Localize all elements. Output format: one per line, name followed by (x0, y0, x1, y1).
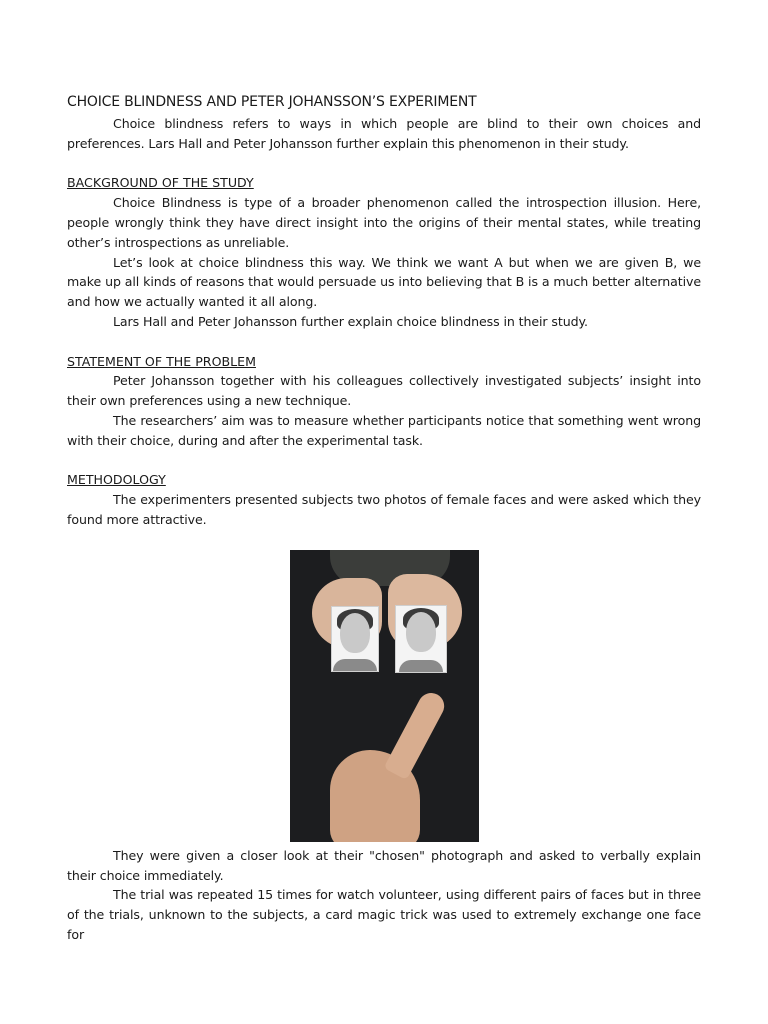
section-heading-background: BACKGROUND OF THE STUDY (67, 175, 254, 191)
experiment-photo (290, 550, 479, 842)
section-heading-methodology: METHODOLOGY (67, 472, 166, 488)
background-paragraph-3: Lars Hall and Peter Johansson further explain choice blindness in their study. (113, 313, 588, 329)
problem-paragraph-2: The researchers’ aim was to measure whether participants notice that something went wrong with their choice, during and after the experimental task. (67, 412, 701, 448)
section-heading-problem: STATEMENT OF THE PROBLEM (67, 353, 256, 369)
problem-paragraph-1: Peter Johansson together with his colleagues collectively investigated subjects’ insight into their own preferences using a new technique. (67, 373, 701, 409)
document-page (67, 92, 701, 945)
background-paragraph-2: Let’s look at choice blindness this way. We think we want A but when we are given B, we make up all kinds of reasons that would persuade us into believing that B is a much better alternative and how we actually wanted it all along. (67, 254, 701, 310)
methodology-paragraph-3: The trial was repeated 15 times for watch volunteer, using different pairs of faces but in three of the trials, unknown to the subjects, a card magic trick was used to extremely exchange one face for (67, 887, 701, 942)
face-icon (406, 612, 436, 652)
face-icon (340, 613, 370, 653)
document-title: CHOICE BLINDNESS AND PETER JOHANSSON’S EXPERIMENT (67, 94, 477, 110)
face-photo-left (331, 606, 379, 672)
face-photo-right (395, 605, 447, 673)
pointing-finger (384, 688, 449, 780)
background-paragraph-1: Choice Blindness is type of a broader phenomenon called the introspection illusion. Here, people wrongly think they have direct insight into the origins of their mental states, while treating other’s introspections as unreliable. (67, 195, 701, 250)
methodology-paragraph-2: They were given a closer look at their "chosen" photograph and asked to verbally explain their choice immediately. (67, 847, 701, 883)
methodology-paragraph-1: The experimenters presented subjects two photos of female faces and were asked which they found more attractive. (67, 492, 701, 527)
intro-paragraph: Choice blindness refers to ways in which people are blind to their own choices and preferences. Lars Hall and Peter Johansson further explain this phenomenon in their study. (67, 116, 701, 151)
